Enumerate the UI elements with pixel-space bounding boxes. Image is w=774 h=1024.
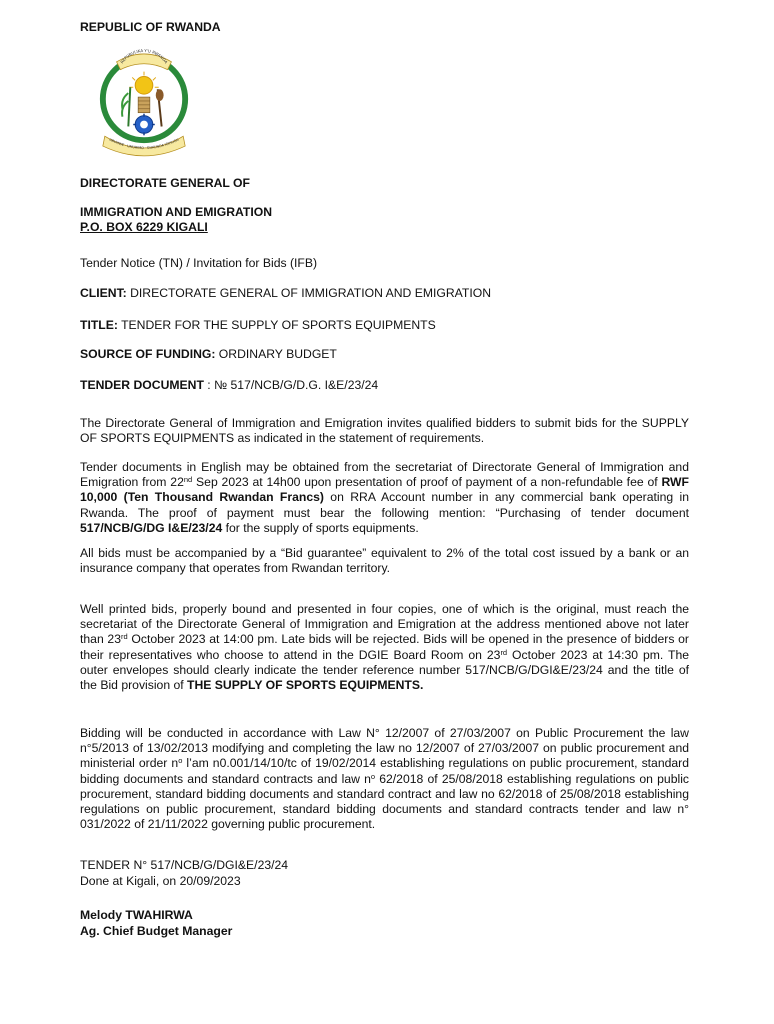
- client-value: DIRECTORATE GENERAL OF IMMIGRATION AND EMIGRATION: [126, 286, 492, 300]
- title-line: [80, 318, 689, 333]
- svg-text:REPUBULIKA Y'U RWANDA: REPUBULIKA Y'U RWANDA: [119, 47, 169, 65]
- title-value: TENDER FOR THE SUPPLY OF SPORTS EQUIPMENTS: [117, 318, 436, 332]
- tender-document-label: TENDER DOCUMENT: [80, 378, 204, 392]
- paragraph-invitation: The Directorate General of Immigration and Emigration invites qualified bidders to submit bids for the SUPPLY OF SPORTS EQUIPMENTS as indicated in the statement of requirements.: [80, 416, 689, 446]
- notice-type: Tender Notice (TN) / Invitation for Bids (IFB): [80, 256, 318, 270]
- done-at: Done at Kigali, on 20/09/2023: [80, 874, 241, 888]
- paragraph-submission: Well printed bids, properly bound and presented in four copies, one of which is the original, must reach the secretariat of the Directorate General of Immigration and Emigration at the address mentioned above not later than 23rd October 2023 at 14:00 pm. Late bids will be rejected. Bids will be opened in the presence of bidders or their representatives who choose to attend in the DGIE Board Room on 23rd October 2023 at 14:30 pm. The outer envelopes should clearly indicate the tender reference number 517/NCB/G/DGI&E/23/24 and the title of the Bid provision of THE SUPPLY OF SPORTS EQUIPMENTS.: [80, 602, 689, 693]
- title-label: TITLE:: [80, 318, 118, 332]
- signatory-role: Ag. Chief Budget Manager: [80, 924, 233, 938]
- paragraph-legal-basis: Bidding will be conducted in accordance with Law N° 12/2007 of 27/03/2007 on Public Procurement the law n°5/2013 of 13/02/2013 modifying and completing the law no 12/2007 of 27/03/2007 on public procurement and ministerial order $n^o$ l’am n0.001/14/10/tc of 19/02/2014 establishing regulations on public procurement, standard bidding documents and standard contracts and law $n^o$ 62/2018 of 25/08/2018 establishing regulations on public procurement, standard bidding documents and standard contract and law no 62/2018 of 25/08/2018 establishing regulations on public procurement, standard bidding documents and standard contracts tender and law n° 031/2022 of 21/11/2022 governing public procurement.: [80, 726, 690, 832]
- tender-number: TENDER N° 517/NCB/G/DGI&E/23/24: [80, 858, 289, 872]
- tender-document-line: [80, 378, 689, 393]
- funding-label: SOURCE OF FUNDING:: [80, 347, 216, 361]
- funding-value: ORDINARY BUDGET: [215, 347, 337, 361]
- org-line-1: DIRECTORATE GENERAL OF: [80, 176, 250, 190]
- paragraph-bid-guarantee: All bids must be accompanied by a “Bid guarantee” equivalent to 2% of the total cost issued by a bank or an insurance company that operates from Rwandan territory.: [80, 546, 689, 576]
- client-label: CLIENT:: [80, 286, 127, 300]
- country-heading: REPUBLIC OF RWANDA: [80, 20, 221, 34]
- rwanda-coat-of-arms-emblem: [95, 38, 193, 162]
- org-line-2: IMMIGRATION AND EMIGRATION: [80, 205, 273, 219]
- paragraph-documents: Tender documents in English may be obtained from the secretariat of Directorate General of Immigration and Emigration from 22nd Sep 2023 at 14h00 upon presentation of proof of payment of a non-refundable fee of RWF 10,000 (Ten Thousand Rwandan Francs) on RRA Account number in any commercial bank operating in Rwanda. The proof of payment must bear the following mention: “Purchasing of tender document 517/NCB/G/DG I&E/23/24 for the supply of sports equipments.: [80, 460, 689, 535]
- signatory-name: Melody TWAHIRWA: [80, 908, 193, 922]
- funding-line: [80, 347, 689, 362]
- svg-text:UBUMWE · UMURIMO · GUKUNDA IGI: UBUMWE · UMURIMO · GUKUNDA IGIHUGU: [108, 137, 180, 151]
- client-line: [80, 286, 689, 301]
- po-box: P.O. BOX 6229 KIGALI: [80, 220, 208, 234]
- tender-document-value: : № 517/NCB/G/D.G. I&E/23/24: [203, 378, 379, 392]
